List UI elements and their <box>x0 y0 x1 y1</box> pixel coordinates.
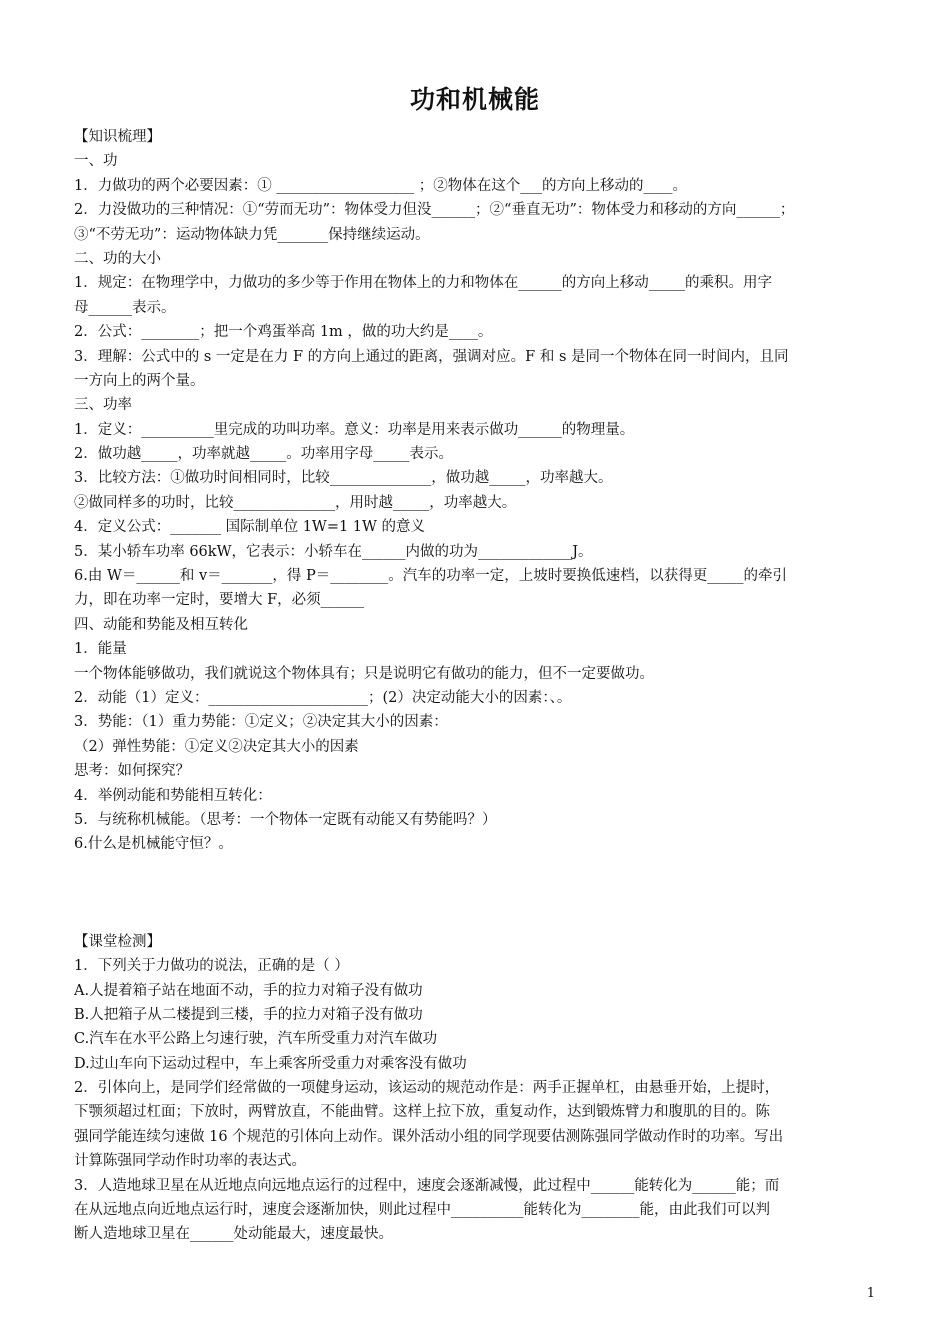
question-3: 3．人造地球卫星在从近地点向远地点运行的过程中，速度会逐渐减慢，此过程中______能转化为______能；而 <box>74 1177 780 1194</box>
subsection-work: 一、功 <box>74 153 118 170</box>
section-heading-knowledge: 【知识梳理】 <box>74 129 161 145</box>
text-line: 4．定义公式：_______ 国际制单位 1W=1 1W 的意义 <box>74 519 426 536</box>
text-line: 思考：如何探究？ <box>74 763 190 780</box>
text-line: 强同学能连续匀速做 16 个规范的引体向上动作。课外活动小组的同学现要估测陈强同学做动作时的功率。写出 <box>74 1128 784 1145</box>
page-title: 功和机械能 <box>409 85 540 114</box>
text-line: 2．公式：________；把一个鸡蛋举高 1m ，做的功大约是____。 <box>74 324 493 341</box>
section-heading-classroom-test: 【课堂检测】 <box>74 933 161 950</box>
text-line: 1．定义：__________里完成的功叫功率。意义：功率是用来表示做功______的物理量。 <box>74 421 635 438</box>
text-line: 3．比较方法：①做功时间相同时，比较______________，做功越_____，功率越大。 <box>74 470 613 487</box>
blank-space <box>74 857 880 930</box>
text-line: 6.由 W＝______和 v＝_______，得 P＝________。汽车的功率一定，上坡时要换低速档，以获得更_____的牵引 <box>74 568 788 585</box>
text-line: 2．动能（1）定义：______________________；(2）决定动能大小的因素：、。 <box>74 689 572 706</box>
text-line: 断人造地球卫星在______处动能最大，速度最快。 <box>74 1226 393 1243</box>
text-line: 下颚须超过杠面；下放时，两臂放直，不能曲臂。这样上拉下放，重复动作，达到锻炼臂力和腹肌的目的。陈 <box>74 1104 770 1121</box>
option-c: C.汽车在水平公路上匀速行驶，汽车所受重力对汽车做功 <box>74 1031 438 1048</box>
text-line: 6.什么是机械能守恒？。 <box>74 836 233 853</box>
subsection-energy: 四、动能和势能及相互转化 <box>74 616 248 633</box>
text-line: 3．理解：公式中的 s 一定是在力 F 的方向上通过的距离，强调对应。F 和 s 是同一个物体在同一时间内，且同 <box>74 348 789 365</box>
subsection-power: 三、功率 <box>74 397 132 414</box>
option-d: D.过山车向下运动过程中，车上乘客所受重力对乘客没有做功 <box>74 1055 467 1072</box>
subsection-work-amount: 二、功的大小 <box>74 250 161 267</box>
text-line: 在从远地点向近地点运行时，速度会逐渐加快，则此过程中__________能转化为________能，由此我们可以判 <box>74 1202 770 1219</box>
question-1: 1．下列关于力做功的说法，正确的是（ ） <box>74 958 349 975</box>
text-line: 3．势能：（1）重力势能：①定义；②决定其大小的因素： <box>74 714 448 731</box>
text-line: 2．做功越_____，功率就越_____。功率用字母_____表示。 <box>74 446 453 463</box>
text-line: ②做同样多的功时，比较______________，用时越_____，功率越大。 <box>74 494 517 511</box>
text-line: （2）弹性势能：①定义②决定其大小的因素 <box>74 738 359 755</box>
text-line: 计算陈强同学动作时功率的表达式。 <box>74 1153 306 1170</box>
text-line: 一个物体能够做功，我们就说这个物体具有；只是说明它有做功的能力，但不一定要做功。 <box>74 665 654 682</box>
text-line: 4．举例动能和势能相互转化： <box>74 787 272 804</box>
text-line: 5．某小轿车功率 66kW，它表示：小轿车在______内做的功为_____________J。 <box>74 543 593 560</box>
text-line: ③“不劳无功”：运动物体缺力凭_______保持继续运动。 <box>74 226 430 243</box>
option-b: B.人把箱子从二楼提到三楼，手的拉力对箱子没有做功 <box>74 1006 423 1023</box>
text-line: 1．力做功的两个必要因素：① ___________________ ；②物体在这个___的方向上移动的____。 <box>74 177 687 194</box>
text-line: 一方向上的两个量。 <box>74 372 205 389</box>
page-number: 1 <box>866 1286 875 1301</box>
text-line: 5．与统称机械能。（思考：一个物体一定既有动能又有势能吗？） <box>74 811 497 828</box>
text-line: 1．规定：在物理学中，力做功的多少等于作用在物体上的力和物体在______的方向上移动_____的乘积。用字 <box>74 275 772 292</box>
question-2: 2．引体向上，是同学们经常做的一项健身运动，该运动的规范动作是：两手正握单杠，由悬垂开始，上提时， <box>74 1080 780 1097</box>
text-line: 母______表示。 <box>74 299 176 316</box>
text-line: 2．力没做功的三种情况：①“劳而无功”：物体受力但没______；②“垂直无功”：物体受力和移动的方向______； <box>74 202 795 219</box>
document-body <box>74 125 880 1247</box>
text-line: 1．能量 <box>74 641 127 658</box>
option-a: A.人提着箱子站在地面不动，手的拉力对箱子没有做功 <box>74 982 423 999</box>
text-line: 力，即在功率一定时，要增大 F，必须______ <box>74 592 365 609</box>
